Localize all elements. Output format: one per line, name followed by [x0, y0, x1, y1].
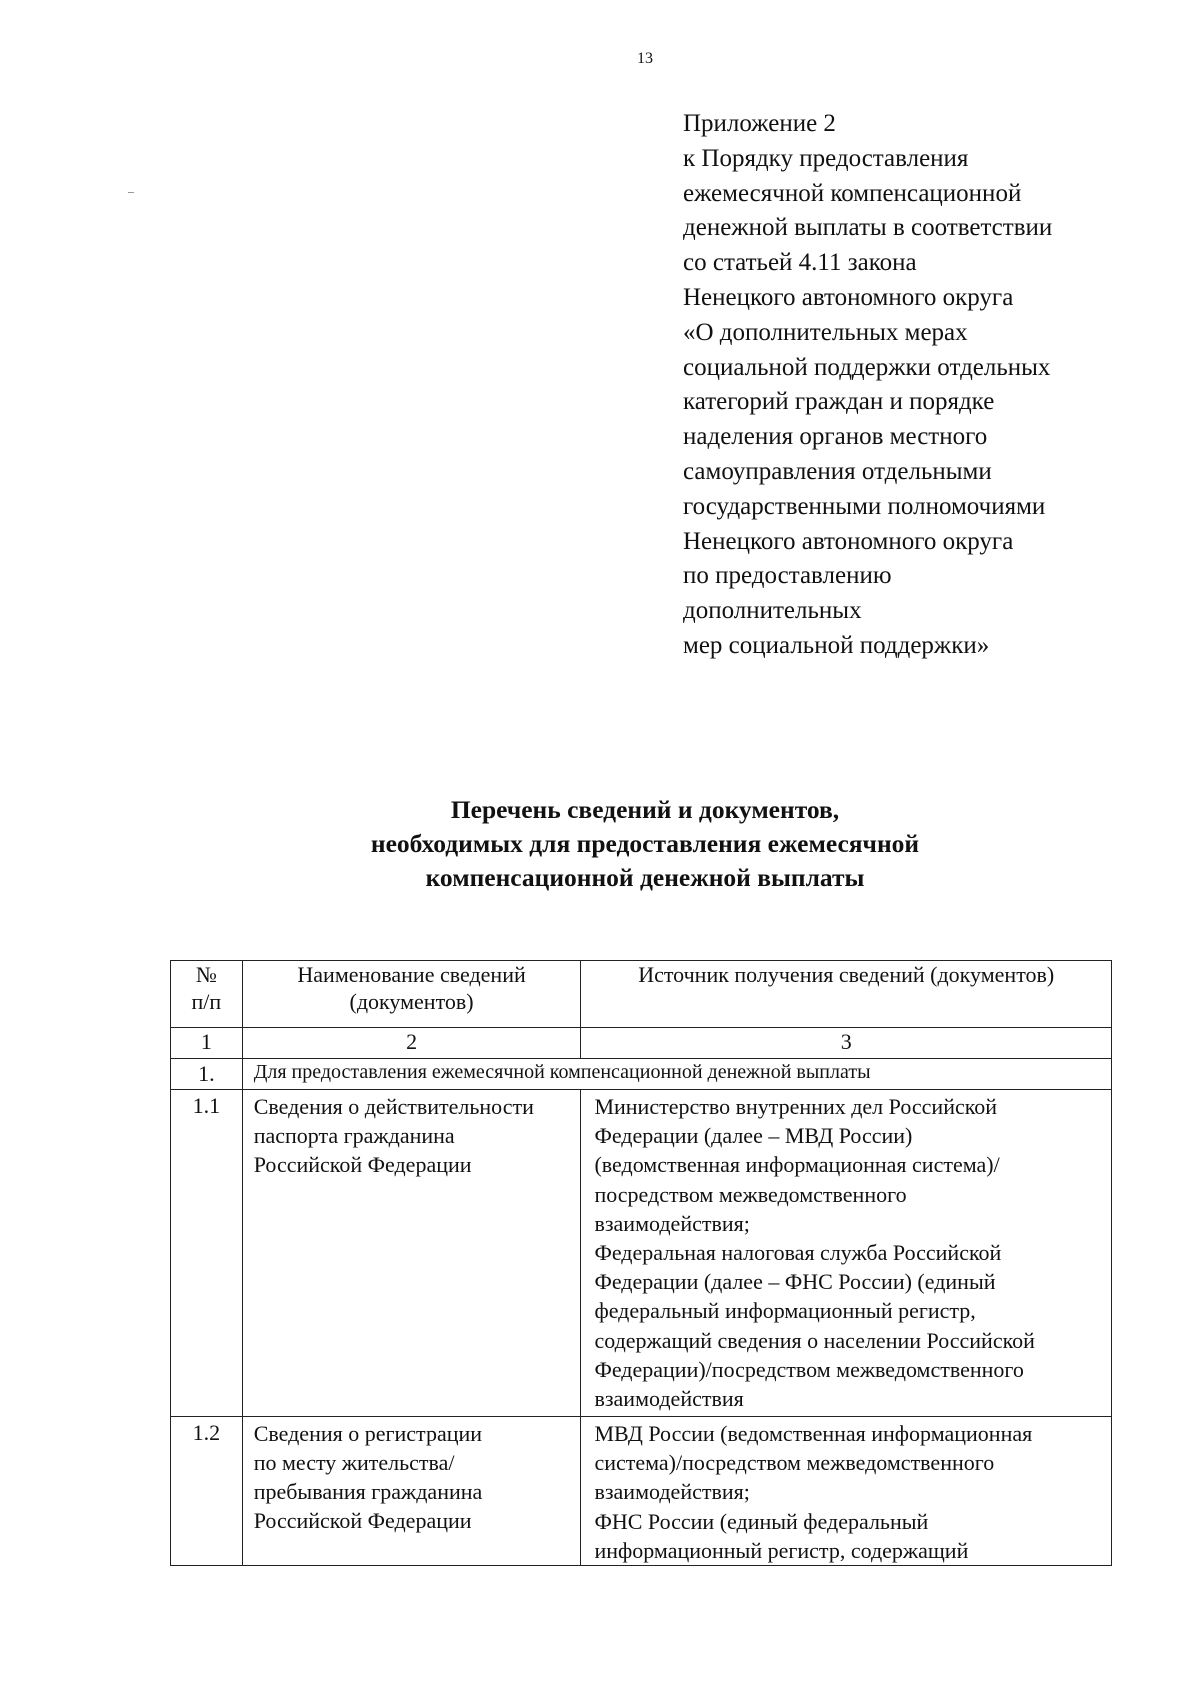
row-source-line: Министерство внутренних дел Российской [594, 1094, 998, 1119]
table-header-row [171, 961, 1112, 1028]
annex-line: категорий граждан и порядке [683, 388, 995, 416]
annex-line: «О дополнительных мерах [683, 318, 968, 346]
section-title-cell [242, 1059, 1111, 1090]
table-row [171, 1417, 1112, 1566]
page-number: 13 [637, 50, 653, 67]
row-source-line: ФНС России (единый федеральный [594, 1508, 929, 1534]
row-name-cell [242, 1090, 581, 1417]
annex-line: со статьей 4.11 закона [683, 249, 917, 277]
header-source-cell: Источник получения сведений (документов) [581, 961, 1112, 1028]
documents-table [170, 960, 1112, 1566]
section-title: Для предоставления ежемесячной компенсационной денежной выплаты [253, 1061, 871, 1083]
annex-line: Ненецкого автономного округа [683, 527, 1014, 555]
column-number: 2 [242, 1028, 581, 1059]
annex-header [683, 107, 1163, 664]
row-source-line: посредством межведомственного [594, 1181, 907, 1207]
row-source-line: содержащий сведения о населении Российской [594, 1327, 1035, 1353]
annex-line: по предоставлению [683, 562, 892, 590]
row-source-line: (ведомственная информационная система)/ [594, 1152, 1000, 1178]
row-source-line: взаимодействия; [594, 1210, 750, 1236]
section-row [171, 1059, 1112, 1090]
row-name-cell [242, 1417, 581, 1566]
header-number-symbol: № [195, 962, 217, 987]
row-name-line: по месту жительства/ [253, 1450, 455, 1475]
row-source-line: взаимодействия; [594, 1479, 750, 1505]
header-number-cell [171, 961, 243, 1028]
annex-line: денежной выплаты в соответствии [683, 214, 1053, 242]
annex-line: государственными полномочиями [683, 492, 1046, 520]
title-line: компенсационной денежной выплаты [425, 863, 865, 892]
row-source-line: система)/посредством межведомственного [594, 1450, 995, 1476]
row-number: 1.1 [171, 1090, 243, 1417]
row-source-cell [581, 1090, 1112, 1417]
annex-line: социальной поддержки отдельных [683, 353, 1051, 381]
row-name-line: пребывания гражданина [253, 1479, 483, 1504]
column-number: 3 [581, 1028, 1112, 1059]
header-name-cell [242, 961, 581, 1028]
annex-line: самоуправления отдельными [683, 457, 992, 485]
row-source-line: МВД России (ведомственная информационная [594, 1421, 1033, 1446]
annex-line: Ненецкого автономного округа [683, 283, 1014, 311]
annex-line: дополнительных [683, 597, 862, 625]
row-source-line: Федерации)/посредством межведомственного [594, 1356, 1024, 1382]
annex-line: наделения органов местного [683, 423, 988, 451]
row-number: 1.2 [171, 1417, 243, 1566]
header-number-label: п/п [191, 989, 222, 1014]
annex-line: ежемесячной компенсационной [683, 179, 1022, 207]
row-name-line: Российской Федерации [253, 1152, 472, 1177]
row-source-line: взаимодействия [594, 1386, 744, 1412]
annex-line: мер социальной поддержки» [683, 631, 990, 659]
table-row [171, 1090, 1112, 1417]
row-source-cell [581, 1417, 1112, 1566]
document-title [0, 793, 1200, 895]
header-name-line: (документов) [349, 989, 474, 1014]
title-line: Перечень сведений и документов, [450, 795, 840, 824]
row-name-line: паспорта гражданина [253, 1123, 455, 1148]
scan-mark [128, 192, 134, 193]
row-source-line: Федерации (далее – МВД России) [594, 1123, 913, 1149]
annex-line: к Порядку предоставления [683, 144, 969, 172]
row-source-line: Федеральная налоговая служба Российской [594, 1240, 1002, 1266]
row-name-line: Сведения о регистрации [253, 1421, 483, 1446]
row-source-line: федеральный информационный регистр, [594, 1298, 976, 1324]
annex-line: Приложение 2 [683, 110, 836, 137]
header-name-line: Наименование сведений [297, 962, 526, 987]
row-source-line: Федерации (далее – ФНС России) (единый [594, 1269, 996, 1295]
column-numbers-row [171, 1028, 1112, 1059]
section-number: 1. [171, 1059, 243, 1090]
column-number: 1 [171, 1028, 243, 1059]
row-name-line: Российской Федерации [253, 1508, 472, 1533]
row-name-line: Сведения о действительности [253, 1094, 534, 1119]
row-source-line: информационный регистр, содержащий [594, 1537, 969, 1563]
title-line: необходимых для предоставления ежемесячной [370, 829, 920, 858]
